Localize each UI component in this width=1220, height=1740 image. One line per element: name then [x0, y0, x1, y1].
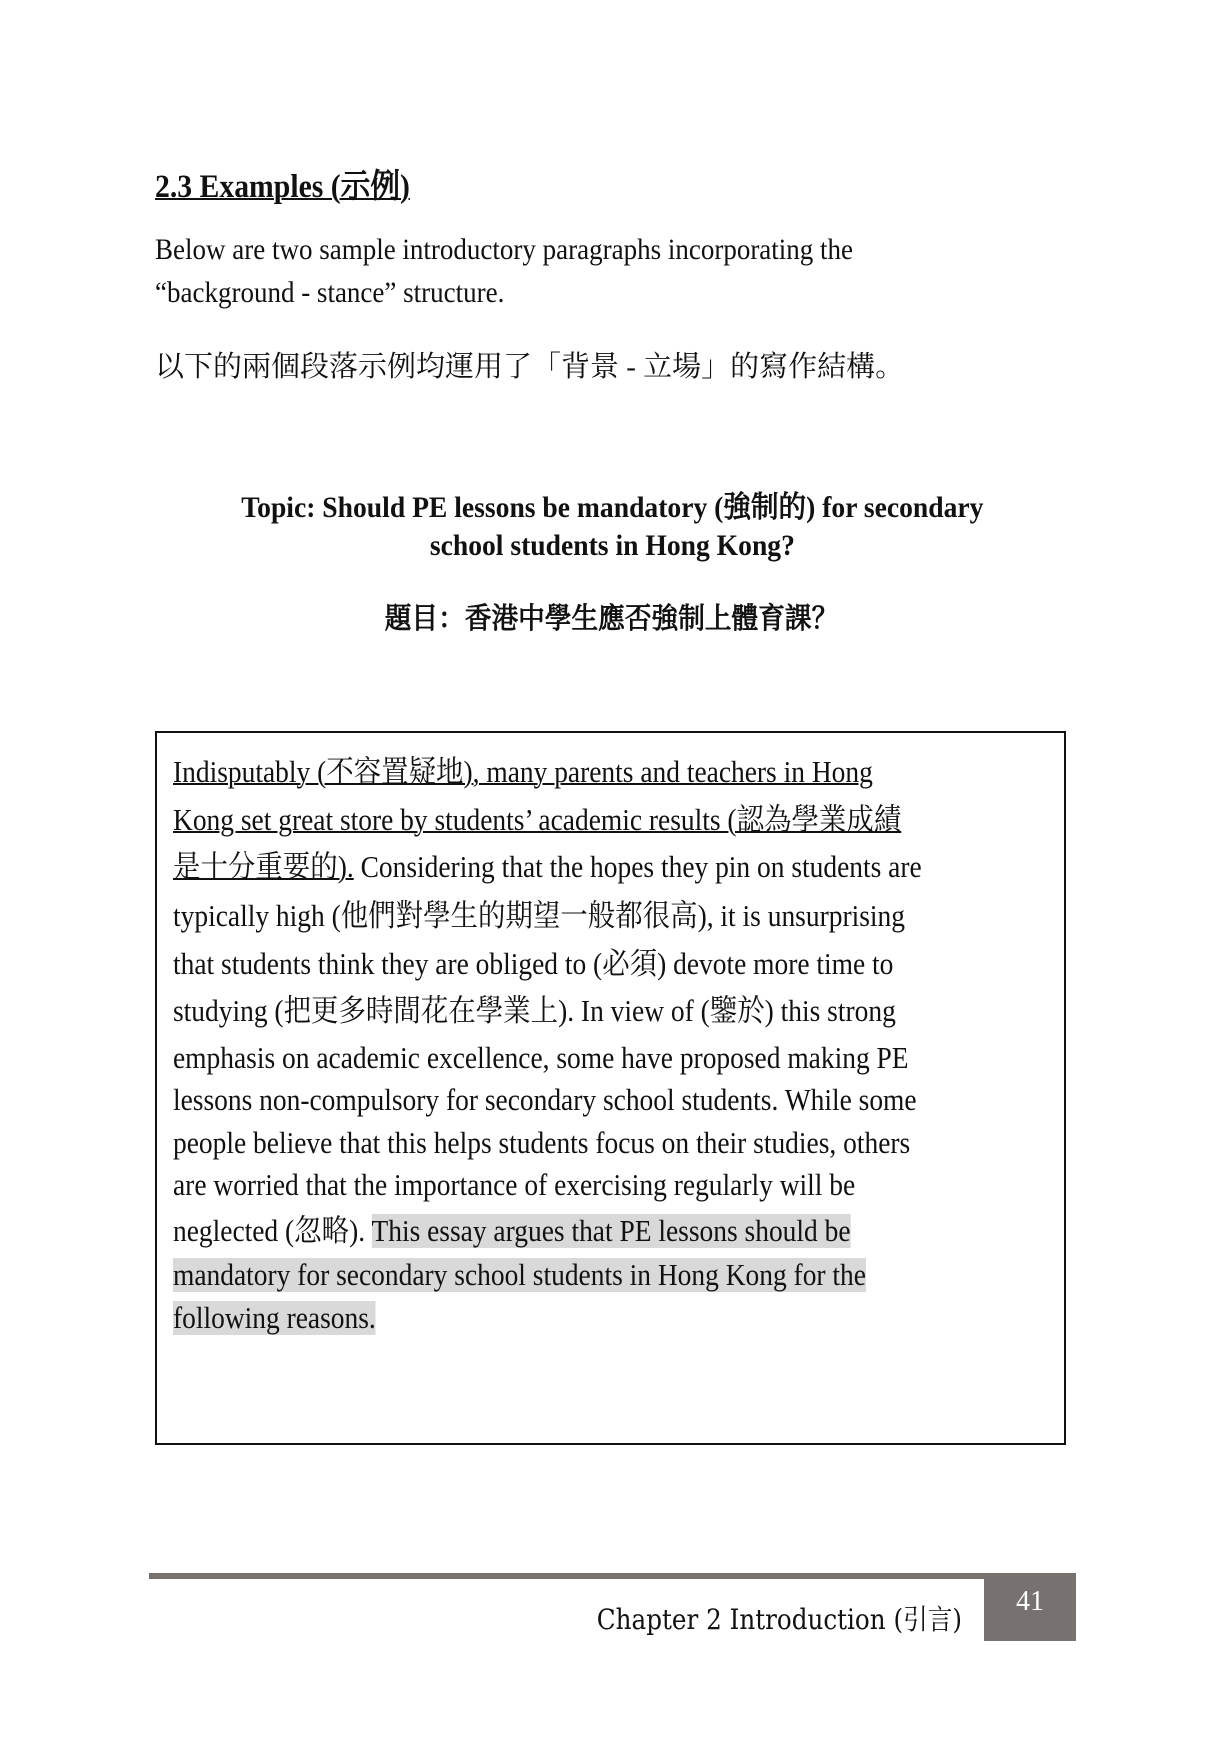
- topic-title-line-1: [0, 482, 1220, 526]
- paragraph-line: [173, 1211, 851, 1251]
- paragraph-line: [173, 847, 922, 887]
- paragraph-text: neglected (忽略).: [173, 1214, 372, 1248]
- page-number: 41: [1016, 1586, 1044, 1617]
- highlighted-stance-text: mandatory for secondary school students in Hong Kong for the: [173, 1258, 866, 1292]
- paragraph-text: that students think they are obliged to (必須) devote more time to: [173, 947, 894, 981]
- highlighted-stance-text: following reasons.: [173, 1301, 376, 1335]
- page-number-box: [984, 1573, 1076, 1641]
- paragraph-line: [173, 944, 893, 984]
- paragraph-text: studying (把更多時間花在學業上). In view of (鑒於) this strong: [173, 994, 896, 1028]
- topic-title-chinese: [0, 596, 1220, 637]
- paragraph-text: typically high (他們對學生的期望一般都很高), it is unsurprising: [173, 899, 905, 933]
- underlined-background-text: Kong set great store by students’ academic results (認為學業成績: [173, 803, 902, 837]
- topic-title-text: Topic: Should PE lessons be mandatory (強制的) for secondary: [240, 491, 984, 524]
- topic-title-line-2: [0, 529, 1220, 563]
- paragraph-line: [173, 1123, 910, 1163]
- section-heading: 2.3 Examples (示例): [155, 169, 410, 205]
- paragraph-line: [173, 896, 905, 936]
- paragraph-line: [173, 800, 901, 840]
- footer-bar: [149, 1573, 1074, 1579]
- paragraph-line: [173, 1165, 855, 1205]
- example-paragraph-box: [155, 731, 1066, 1445]
- footer-chapter-title: Chapter 2 Introduction (引言): [596, 1603, 962, 1636]
- topic-title-text: 題目：香港中學生應否強制上體育課？: [385, 603, 839, 635]
- paragraph-text: lessons non-compulsory for secondary school students. While some: [173, 1083, 917, 1117]
- intro-text-chinese: 以下的兩個段落示例均運用了「背景 - 立場」的寫作結構。: [155, 351, 905, 383]
- paragraph-text: emphasis on academic excellence, some have proposed making PE: [173, 1041, 909, 1075]
- underlined-background-text: 是十分重要的).: [173, 850, 354, 884]
- paragraph-line: [173, 752, 873, 792]
- paragraph-text: people believe that this helps students focus on their studies, others: [173, 1126, 911, 1160]
- paragraph-line: [173, 1255, 866, 1295]
- underlined-background-text: Indisputably (不容置疑地), many parents and teachers in Hong: [173, 755, 873, 789]
- intro-text-line-2: “background - stance” structure.: [155, 276, 505, 309]
- topic-title-text: school students in Hong Kong?: [429, 529, 795, 562]
- paragraph-line: [173, 1080, 917, 1120]
- intro-text-line-1: Below are two sample introductory paragraphs incorporating the: [155, 233, 854, 266]
- paragraph-line: [173, 991, 896, 1031]
- paragraph-text: Considering that the hopes they pin on students are: [353, 850, 922, 884]
- paragraph-line: [173, 1038, 909, 1078]
- paragraph-line: [173, 1298, 376, 1338]
- paragraph-text: are worried that the importance of exercising regularly will be: [173, 1168, 856, 1202]
- highlighted-stance-text: This essay argues that PE lessons should be: [371, 1214, 851, 1248]
